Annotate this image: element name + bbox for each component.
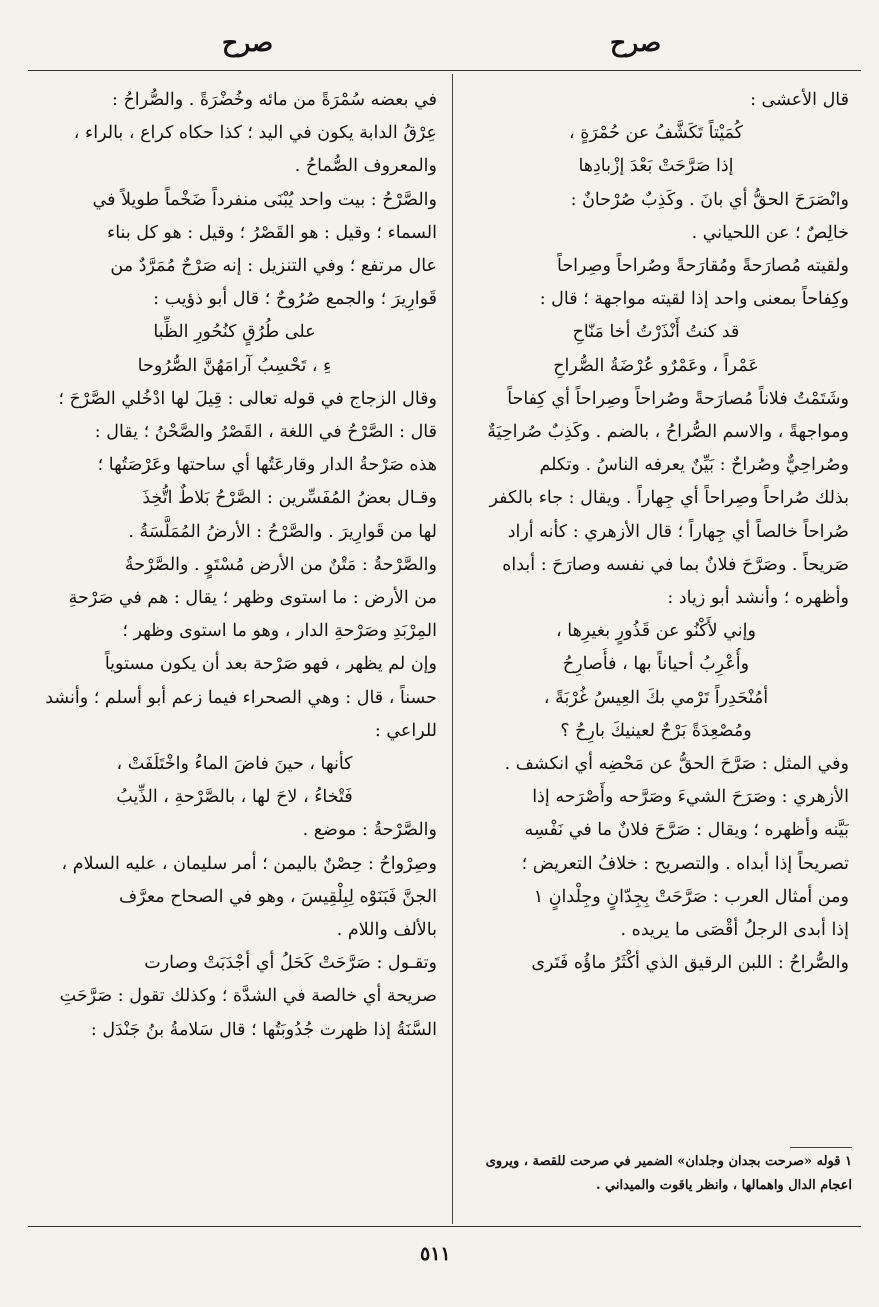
poem-verse: إذا صَرَّحَتْ بَعْدَ إزْبادِها xyxy=(578,156,734,177)
header-rule xyxy=(28,70,861,71)
poem-verse: عَمْراً ، وعَمْرٌو عُرْضَةُ الصُّراحِ xyxy=(553,355,759,376)
text-line: وتقـول : صَرَّحَتْ كَحَلُ أي أجْدَبَتْ وصارت xyxy=(144,953,437,974)
text-line: والصَّرْحُ : بيت واحد يُبْنَى منفرداً ضَخْماً طويلاً في xyxy=(92,189,437,210)
text-line: ومن أمثال العرب : صَرَّحَتْ بِجِدّانٍ وجِلْدانٍ ١ xyxy=(533,886,849,907)
text-line: وإن لم يظهر ، فهو صَرْحة بعد أن يكون مستوياً xyxy=(104,654,437,675)
text-line: الأزهري : وصَرَحَ الشيءَ وصَرَّحه وأَصْرَحه إذا xyxy=(532,787,849,808)
text-line: قال الأعشى : xyxy=(750,90,849,110)
text-line: عِرْقُ الدابة يكون في اليد ؛ كذا حكاه كراع ، بالراء ، xyxy=(73,123,437,144)
footnote xyxy=(462,1150,852,1198)
text-line: ومواجهةً ، والاسم الصُّراحُ ، بالضم . وكَذِبٌ صُراحِيَةٌ xyxy=(487,422,849,443)
footnote-rule xyxy=(790,1147,852,1148)
text-line: بذلك صُراحاً وصِراحاً أي جِهاراً . ويقال : جاء بالكفر xyxy=(489,488,849,509)
right-column xyxy=(463,84,849,980)
footnote-line: ١ قوله «صرحت بجدان وجلدان» الضمير في صرحت للقصة ، ويروى xyxy=(485,1154,852,1169)
text-line: صريحة أي خالصة في الشدَّة ؛ وكذلك تقول : صَرَّحَتِ xyxy=(59,986,437,1007)
poem-verse: وأُعْرِبُ أحياناً بها ، فأُصارِحُ xyxy=(562,654,750,675)
text-line: تصريحاً إذا أبداه . والتصريح : خلافُ التعريض ؛ xyxy=(521,853,849,874)
text-line: وقـال بعضُ المُفَسِّرين : الصَّرْحُ بَلاطٌ اتُّخِذَ xyxy=(142,488,437,509)
text-line: عال مرتفع ؛ وفي التنزيل : إنه صَرْحٌ مُمَرَّدٌ من xyxy=(110,256,437,277)
poem-verse: ءِ ، تَحْسِبُ آرامَهُنَّ الصُّرُوحا xyxy=(137,355,332,376)
text-line: السَّنَةُ إذا ظهرت جُدُوبَتُها ؛ قال سَلامةُ بنُ جَنْدَل : xyxy=(90,1019,437,1040)
text-line: من الأرض : ما استوى وظهر ؛ يقال : هم في صَرْحةِ xyxy=(68,588,437,609)
text-line: وانْصَرَحَ الحقُّ أي بانَ . وكَذِبٌ صُرْحانٌ : xyxy=(570,189,849,210)
text-line: بالألف واللام . xyxy=(336,920,437,941)
text-line: وصِرْواحُ : حِصْنٌ باليمن ؛ أمر سليمان ، عليه السلام ، xyxy=(61,853,437,874)
text-line: هذه صَرْحةُ الدار وقارعَتُها أي ساحتها وعَرْصَتُها ؛ xyxy=(97,455,437,476)
poem-verse: على طُرُقٍ كنُحُورِ الظِّبا xyxy=(153,322,316,343)
text-line: ولقيته مُصارَحةً ومُقارَحةً وصُراحاً وصِراحاً xyxy=(557,256,849,277)
text-line: المِرْبَدِ وصَرْحةِ الدار ، وهو ما استوى وظهر ؛ xyxy=(122,621,437,642)
text-line: وكِفاحاً بمعنى واحد إذا لقيته مواجهة ؛ قال : xyxy=(539,289,849,310)
text-line: وشَتَمْتُ فلاناً مُصارَحةً وصُراحاً وصِراحاً أي كِفاحاً xyxy=(507,388,849,409)
text-line: بَيَّنه وأظهره ؛ ويقال : صَرَّحَ فلانٌ ما في نَفْسِه xyxy=(524,820,849,841)
text-line: والصُّراحُ : اللبن الرقيق الذي أكْثَرُ ماؤُه فَتَرى xyxy=(531,953,849,974)
header-entry-word-right: صرح xyxy=(610,28,662,57)
text-line: وأظهره ؛ وأنشد أبو زياد : xyxy=(667,588,849,609)
text-line: والمعروف الصُّماحُ . xyxy=(294,156,437,177)
poem-verse: كأنها ، حينَ فاضَ الماءُ واخْتَلَفَتْ ، xyxy=(116,754,353,775)
poem-verse: وإني لأَكْنُو عن قَذُورٍ بغيرِها ، xyxy=(556,621,756,642)
text-line: وقال الزجاج في قوله تعالى : قِيلَ لها ادْخُلي الصَّرْحَ ؛ xyxy=(58,388,437,409)
text-line: لها من قَوارِيرَ . والصَّرْحُ : الأرضُ المُمَلَّسَةُ . xyxy=(128,521,437,542)
header-entry-word-left: صرح xyxy=(222,28,274,57)
text-line: قَوارِيرَ ؛ والجمع صُرُوحٌ ؛ قال أبو ذؤيب : xyxy=(153,289,437,310)
page-number: ٥١١ xyxy=(420,1243,451,1265)
poem-verse: كُمَيْتاً تَكَشَّفُ عن حُمْرَةٍ ، xyxy=(568,123,744,144)
column-divider xyxy=(452,74,453,1224)
poem-verse: فَتْخاءُ ، لاحَ لها ، بالصَّرْحةِ ، الذِّيبُ xyxy=(116,787,353,808)
text-line: حسناً ، قال : وهي الصحراء فيما زعم أبو أسلم ؛ وأنشد xyxy=(45,687,437,708)
poem-verse: أمُنْحَدِراً تَرْمي بكَ العِيسُ غُرْبَةً ، xyxy=(543,687,769,708)
footer-rule xyxy=(28,1226,861,1227)
poem-verse: ومُصْعِدَةً بَرْحٌ لعينيكَ بارِحُ ؟ xyxy=(560,720,752,741)
text-line: والصَّرْحةُ : موضع . xyxy=(302,820,437,841)
left-column xyxy=(32,84,437,1047)
text-line: الجنَّ فَبَنَوْه لِبِلْقِيسَ ، وهو في الصحاح معرَّف xyxy=(119,886,437,907)
poem-verse: قد كنتُ أَنْذَرْتُ أخا مَنّاحِ xyxy=(572,322,740,343)
footnote-line: اعجام الدال واهمالها ، وانظر ياقوت والميداني . xyxy=(595,1178,852,1193)
text-line: قال : الصَّرْحُ في اللغة ، القَصْرُ والصَّحْنُ ؛ يقال : xyxy=(94,422,437,443)
text-line: صَريحاً . وصَرَّحَ فلانٌ بما في نفسه وصارَحَ : أبداه xyxy=(502,554,849,575)
text-line: وصُراحِيٌّ وصُراحٌ : بَيِّنٌ يعرفه الناسُ . وتكلم xyxy=(539,455,849,476)
text-line: خالِصٌ ؛ عن اللحياني . xyxy=(691,222,849,243)
text-line: في بعضه سُمْرَةً من مائه وخُضْرَةً . والصُّراحُ : xyxy=(112,90,437,110)
text-line: للراعي : xyxy=(374,720,437,741)
text-line: إذا أبدى الرجلُ أقْصَى ما يريده . xyxy=(620,920,849,941)
text-line: وفي المثل : صَرَّحَ الحقُّ عن مَحْضِه أي انكشف . xyxy=(504,754,849,775)
text-line: والصَّرْحةُ : مَتْنٌ من الأرض مُسْتَوٍ . والصَّرْحةُ xyxy=(124,554,437,575)
text-line: صُراحاً خالصاً أي جِهاراً ؛ قال الأزهري : كأنه أراد xyxy=(507,521,849,542)
text-line: السماء ؛ وقيل : هو القَصْرُ ؛ وقيل : هو كل بناء xyxy=(106,222,437,243)
